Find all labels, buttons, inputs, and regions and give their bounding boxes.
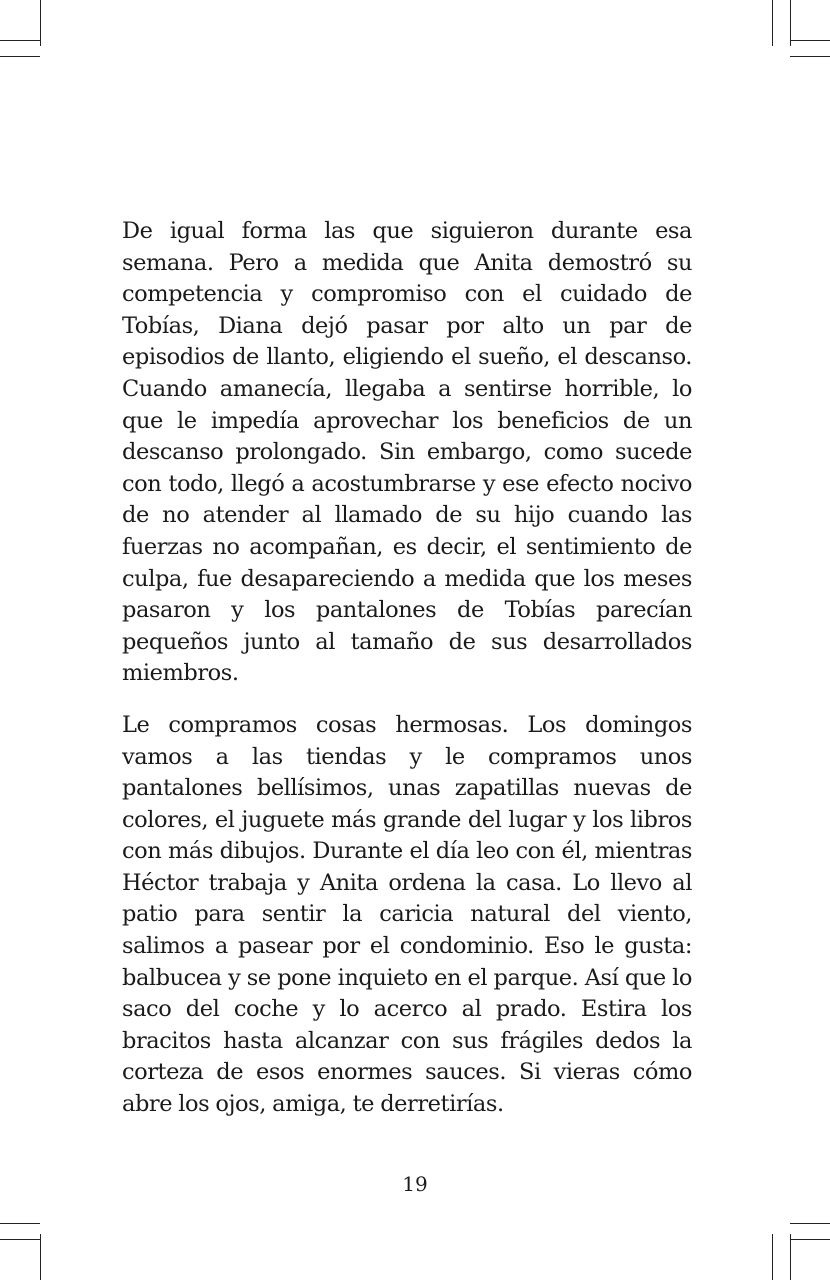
paragraph: Le compramos cosas hermosas. Los domingos vamos a las tiendas y le compramos unos pantalones bellísimos, unas zapatillas nuevas de colores, el juguete más grande del lugar y los libros con más dibujos. Durante el día leo con él, mientras Héctor trabaja y Anita ordena la casa. Lo llevo al patio para sentir la caricia natural del viento, salimos a pasear por el condominio. Eso le gusta: balbucea y se pone inquieto en el parque. Así que lo saco del coche y lo acerco al prado. Estira los bracitos hasta alcanzar con sus frágiles dedos la corteza de esos enormes sauces. Si vieras cómo abre los ojos, amiga, te derretirías.	[122, 711, 692, 1118]
crop-mark	[772, 1234, 773, 1280]
crop-mark	[772, 0, 773, 46]
crop-mark	[790, 56, 830, 57]
crop-mark	[790, 0, 791, 46]
paragraph: De igual forma las que siguieron durante esa semana. Pero a medida que Anita demostró su competencia y compromiso con el cuidado de Tobías, Diana dejó pasar por alto un par de episodios de llanto, eligiendo el sueño, el descanso. Cuando amanecía, llegaba a sentirse horrible, lo que le impedía aprovechar los beneficios de un descanso prolongado. Sin embargo, como sucede con todo, llegó a acostumbrarse y ese efecto nocivo de no atender al llamado de su hijo cuando las fuerzas no acompañan, es decir, el sentimiento de culpa, fue desapareciendo a medida que los meses pasaron y los pantalones de Tobías parecían pequeños junto al tamaño de sus desarrollados miembros.	[122, 218, 692, 687]
page-number: 19	[402, 1172, 428, 1196]
crop-mark	[790, 1223, 830, 1224]
crop-mark	[0, 1223, 40, 1224]
body-text	[122, 216, 692, 1121]
crop-mark	[40, 1234, 41, 1280]
crop-mark	[790, 40, 830, 41]
crop-mark	[0, 56, 40, 57]
crop-mark	[0, 1239, 40, 1240]
crop-mark	[790, 1234, 791, 1280]
crop-mark	[790, 1239, 830, 1240]
crop-mark	[40, 0, 41, 46]
crop-mark	[0, 40, 40, 41]
